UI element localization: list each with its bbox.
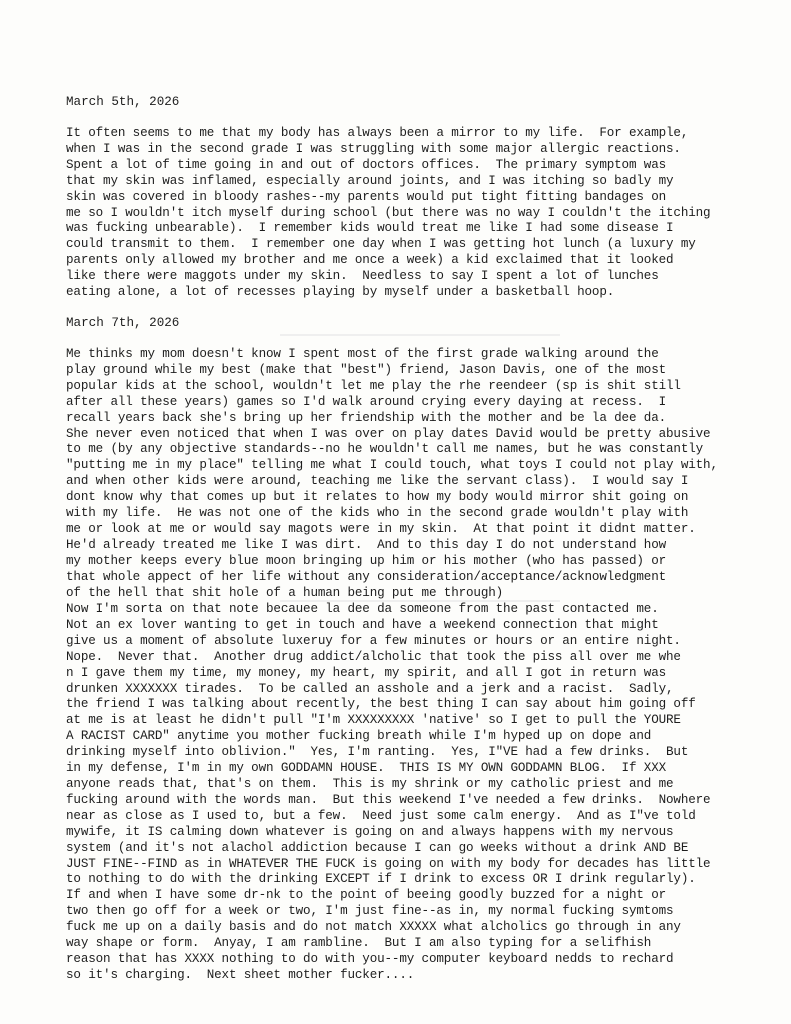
text-line: when I was in the second grade I was struggling with some major allergic reactions.: [66, 141, 681, 156]
text-line: Nope. Never that. Another drug addict/alcholic that took the piss all over me whe: [66, 649, 681, 664]
text-line: eating alone, a lot of recesses playing by myself under a basketball hoop.: [66, 285, 615, 300]
entry-date: March 5th, 2026: [66, 95, 180, 109]
text-line: parents only allowed my brother and me once a week) a kid exclaimed that it looked: [66, 253, 674, 268]
text-line: fucking around with the words man. But this weekend I've needed a few drinks. Nowhere: [66, 792, 711, 807]
text-line: JUST FINE--FIND as in WHATEVER THE FUCK is going on with my body for decades has little: [66, 856, 711, 871]
text-line: She never even noticed that when I was over on play dates David would be pretty abusive: [66, 426, 711, 441]
text-line: so it's charging. Next sheet mother fucker....: [66, 967, 415, 982]
text-line: me so I wouldn't itch myself during school (but there was no way I couldn't the itching: [66, 205, 711, 220]
text-line: play ground while my best (make that "best") friend, Jason Davis, one of the most: [66, 362, 667, 377]
text-line: to nothing to do with the drinking EXCEPT if I drink to excess OR I drink regularly).: [66, 872, 696, 887]
text-line: drinking myself into oblivion." Yes, I'm ranting. Yes, I"VE had a few drinks. But: [66, 745, 689, 760]
text-line: in my defense, I'm in my own GODDAMN HOUSE. THIS IS MY OWN GODDAMN BLOG. If XXX: [66, 761, 667, 776]
text-line: that my skin was inflamed, especially around joints, and I was itching so badly my: [66, 173, 674, 188]
text-line: system (and it's not alachol addiction because I can go weeks without a drink AND BE: [66, 840, 689, 855]
text-line: mywife, it IS calming down whatever is going on and always happens with my nervous: [66, 824, 674, 839]
text-line: way shape or form. Anyay, I am rambline. But I am also typing for a selifhish: [66, 936, 652, 951]
text-line: with my life. He was not one of the kids who in the second grade wouldn't play with: [66, 506, 689, 521]
text-line: of the hell that shit hole of a human being put me through): [66, 585, 504, 600]
text-line: He'd already treated me like I was dirt. And to this day I do not understand how: [66, 537, 667, 552]
text-line: could transmit to them. I remember one day when I was getting hot lunch (a luxury my: [66, 237, 696, 252]
entry-paragraph: [66, 126, 710, 301]
text-line: recall years back she's bring up her friendship with the mother and be la dee da.: [66, 410, 667, 425]
text-line: dont know why that comes up but it relates to how my body would mirror shit going on: [66, 490, 689, 505]
text-line: A RACIST CARD" anytime you mother fucking breath while I'm hyped up on dope and: [66, 729, 652, 744]
text-line: "putting me in my place" telling me what I could touch, what toys I could not play with,: [66, 458, 718, 473]
text-line: me or look at me or would say magots were in my skin. At that point it didnt matter.: [66, 521, 696, 536]
bleed-through-mark: [280, 334, 560, 336]
entry-paragraph: [66, 347, 718, 602]
text-line: to me (by any objective standards--no he wouldn't call me names, but he was constantly: [66, 442, 704, 457]
entry-date: March 7th, 2026: [66, 316, 180, 330]
text-line: skin was covered in bloody rashes--my parents would put tight fitting bandages on: [66, 189, 667, 204]
text-line: reason that has XXXX nothing to do with you--my computer keyboard nedds to rechard: [66, 951, 674, 966]
text-line: like there were maggots under my skin. Needless to say I spent a lot of lunches: [66, 269, 659, 284]
text-line: popular kids at the school, wouldn't let me play the rhe reendeer (sp is shit still: [66, 378, 681, 393]
text-line: anyone reads that, that's on them. This is my shrink or my catholic priest and me: [66, 776, 674, 791]
text-line: Spent a lot of time going in and out of doctors offices. The primary symptom was: [66, 157, 667, 172]
text-line: Not an ex lover wanting to get in touch and have a weekend connection that might: [66, 617, 659, 632]
text-line: my mother keeps every blue moon bringing up him or his mother (who has passed) or: [66, 553, 667, 568]
text-line: the friend I was talking about recently, the best thing I can say about him going off: [66, 697, 696, 712]
text-line: two then go off for a week or two, I'm just fine--as in, my normal fucking symtoms: [66, 904, 674, 919]
text-line: Me thinks my mom doesn't know I spent most of the first grade walking around the: [66, 347, 659, 361]
text-line: at me is at least he didn't pull "I'm XXXXXXXXX 'native' so I get to pull the YOURE: [66, 713, 681, 728]
text-line: give us a moment of absolute luxeruy for a few minutes or hours or an entire night.: [66, 633, 681, 648]
entry-paragraph: [66, 602, 710, 984]
text-line: It often seems to me that my body has always been a mirror to my life. For example,: [66, 126, 689, 140]
text-line: Now I'm sorta on that note becauee la dee da someone from the past contacted me.: [66, 602, 659, 616]
text-line: was fucking unbearable). I remember kids would treat me like I had some disease I: [66, 221, 674, 236]
text-line: fuck me up on a daily basis and do not match XXXXX what alcholics go through in any: [66, 920, 681, 935]
text-line: near as close as I used to, but a few. Need just some calm energy. And as I"ve told: [66, 808, 696, 823]
text-line: and when other kids were around, teaching me like the servant class). I would say I: [66, 474, 689, 489]
text-line: that whole appect of her life without any consideration/acceptance/acknowledgment: [66, 569, 667, 584]
text-line: n I gave them my time, my money, my heart, my spirit, and all I got in return was: [66, 665, 667, 680]
text-line: drunken XXXXXXX tirades. To be called an asshole and a jerk and a racist. Sadly,: [66, 681, 674, 696]
text-line: If and when I have some dr-nk to the point of beeing goodly buzzed for a night or: [66, 888, 667, 903]
text-line: after all these years) games so I'd walk around crying every daying at recess. I: [66, 394, 667, 409]
